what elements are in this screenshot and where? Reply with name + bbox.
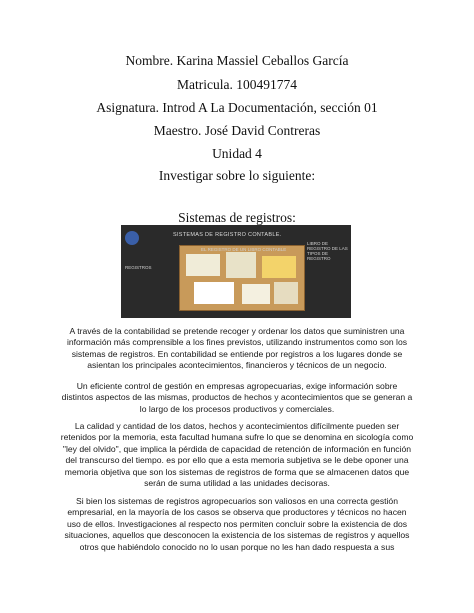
figure-label-top: EL REGISTRO DE UN LIBRO CONTABLE (201, 247, 287, 252)
note-card (194, 282, 234, 304)
teacher-name: Maestro. José David Contreras (153, 123, 321, 138)
unit-label: Unidad 4 (212, 146, 262, 161)
note-card (242, 284, 270, 304)
figure-label-left: REGISTROS (125, 265, 152, 270)
accounting-records-image (121, 225, 351, 318)
paragraph-4: Si bien los sistemas de registros agropecuarios son valiosos en una correcta gestión empresarial, en la mayoría de los casos se observa que productores y técnicos no hacen uso de ellos. Investigaciones al respecto nos permiten concluir sobre la existencia de dos situaciones, aquellos que desconocen la existencia de los sistemas de registros y aquellos otros que habiéndolo conocido no lo usan porque no les han dado respuesta a sus (64, 496, 410, 552)
note-card (262, 256, 296, 278)
instruction-line: Investigar sobre lo siguiente: (158, 168, 316, 183)
paragraph-3: La calidad y cantidad de los datos, hechos y acontecimientos difícilmente pueden ser retenidos por la memoria, esta facultad humana sufre lo que se denomina en sicología como "ley del olvido", que implica la pérdida de capacidad de retención de información en función del transcurso del tiempo. es por ello que a esta memoria subjetiva se le debe oponer una memoria objetiva que son los sistemas de registros de forma que se almacenen datos que serán de suma utilidad a las unidades decisoras. (60, 421, 414, 489)
cork-board (179, 245, 305, 311)
note-card (274, 282, 298, 304)
course-name: Asignatura. Introd A La Documentación, sección 01 (96, 100, 378, 115)
section-title: Sistemas de registros: (178, 210, 296, 225)
paragraph-2: Un eficiente control de gestión en empresas agropecuarias, exige información sobre distintos aspectos de las mismas, productos de hechos y acontecimientos que se generan a lo largo de los procesos productivos y comerciales. (61, 381, 413, 414)
logo-icon (125, 231, 139, 245)
figure-title: SISTEMAS DE REGISTRO CONTABLE. (173, 232, 282, 238)
figure-label-right: LIBRO DE REGISTRO DE LAS TIPOS DE REGISTRO (307, 241, 348, 261)
paragraph-1: A través de la contabilidad se pretende recoger y ordenar los datos que suministren una información más comprensible a los fines previstos, utilizando instrumentos como son los sistemas de registros. En contabilidad se entiende por registros a los lugares donde se asientan los principales acontecimientos, financieros y técnicos de un negocio. (66, 326, 408, 371)
note-card (186, 254, 220, 276)
student-id: Matricula. 100491774 (177, 77, 297, 92)
student-name: Nombre. Karina Massiel Ceballos García (125, 53, 349, 68)
note-card (226, 252, 256, 278)
